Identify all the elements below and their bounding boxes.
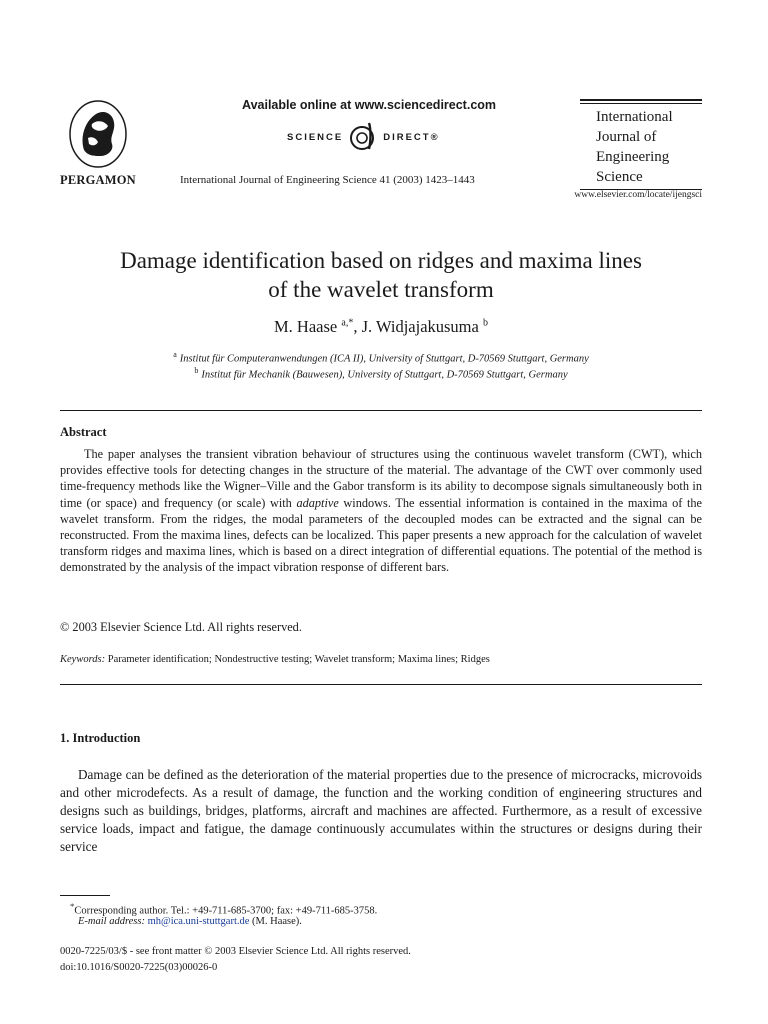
- sciencedirect-left-word: SCIENCE: [287, 131, 344, 143]
- keywords-list: Parameter identification; Nondestructive testing; Wavelet transform; Maxima lines; Ridges: [105, 654, 490, 665]
- journal-top-rule: [580, 99, 702, 104]
- divider-top: [60, 410, 702, 411]
- sciencedirect-logo: [287, 120, 440, 154]
- keywords-label: Keywords:: [60, 654, 106, 665]
- divider-bottom: [60, 684, 702, 685]
- available-online-text[interactable]: Available online at www.sciencedirect.com: [242, 98, 497, 112]
- introduction-body: Damage can be defined as the deterioration of the material properties due to the presence of microcracks, microvoids and other microdefects. As a result of damage, the function and the working condition of engineering structures and designs such as buildings, bridges, platforms, aircraft and machines are affected. Furthermore, as a result of excessive service loads, impact and fatigue, the damage continuously accumulates within the structures or designs during their service: [60, 767, 702, 854]
- author-haase-affil-marker[interactable]: a,*: [341, 317, 354, 329]
- front-matter-line: 0020-7225/03/$ - see front matter © 2003 Elsevier Science Ltd. All rights reserved.: [60, 946, 411, 957]
- sciencedirect-d-icon: [347, 119, 379, 156]
- abstract-body: The paper analyses the transient vibration behaviour of structures using the continuous wavelet transform (CWT), which provides effective tools for detecting changes in the structure of the material. The advantage of the CWT over commonly used time-frequency methods like the Wigner–Ville and the Gabor transform is its ability to decompose signals simultaneously both in time (or space) and frequency (or scale) with adaptive windows. The essential information is contained in the maxima of the wavelet transform. From the ridges, the modal parameters of the decoupled modes can be extracted and the signal can be reconstructed. From the maxima lines, defects can be localized. This paper presents a new approach for the calculation of wavelet transform ridges and maxima lines, which is based on a direct integration of differential equations. The potential of the method is demonstrated by the analysis of the impact vibration response of different bars.: [60, 447, 702, 575]
- abstract-copyright: © 2003 Elsevier Science Ltd. All rights reserved.: [60, 620, 302, 634]
- email-link[interactable]: mh@ica.uni-stuttgart.de: [147, 916, 250, 927]
- footnote-marker: *: [70, 901, 75, 911]
- publisher-name: PERGAMON: [60, 173, 136, 187]
- sciencedirect-right-word: DIRECT®: [383, 131, 440, 143]
- affiliation-a: $^a$ Institut für Computeranwendungen (ICA II), University of Stuttgart, D-70569 Stuttgart, Germany: [173, 350, 589, 365]
- abstract-italic-term: adaptive: [296, 495, 339, 510]
- section-heading-introduction: 1. Introduction: [60, 731, 141, 745]
- author-widjajakusuma: , J. Widjajakusuma: [353, 317, 479, 336]
- abstract-heading: Abstract: [60, 425, 107, 439]
- footnote-email: E-mail address: mh@ica.uni-stuttgart.de (M. Haase).: [78, 916, 302, 927]
- author-haase: M. Haase: [274, 317, 338, 336]
- author-widjajakusuma-affil-marker[interactable]: b: [482, 317, 488, 329]
- keywords-line: [60, 654, 490, 665]
- article-title: Damage identification based on ridges and maxima lines of the wavelet transform: [120, 248, 642, 302]
- publisher-logo: [66, 98, 130, 170]
- footnote-rule: [60, 895, 110, 896]
- journal-name-box: [580, 99, 702, 190]
- journal-name: International Journal of Engineering Science: [596, 109, 673, 185]
- author-list: [60, 317, 702, 337]
- journal-citation: International Journal of Engineering Science 41 (2003) 1423–1443: [180, 174, 475, 186]
- doi-line[interactable]: doi:10.1016/S0020-7225(03)00026-0: [60, 962, 218, 973]
- affiliation-b: $^b$ Institut für Mechanik (Bauwesen), University of Stuttgart, D-70569 Stuttgart, Germany: [194, 366, 568, 381]
- journal-url-link[interactable]: www.elsevier.com/locate/ijengsci: [574, 190, 702, 200]
- footnote-corresponding-author: *Corresponding author. Tel.: +49-711-685-3700; fax: +49-711-685-3758.: [70, 901, 378, 917]
